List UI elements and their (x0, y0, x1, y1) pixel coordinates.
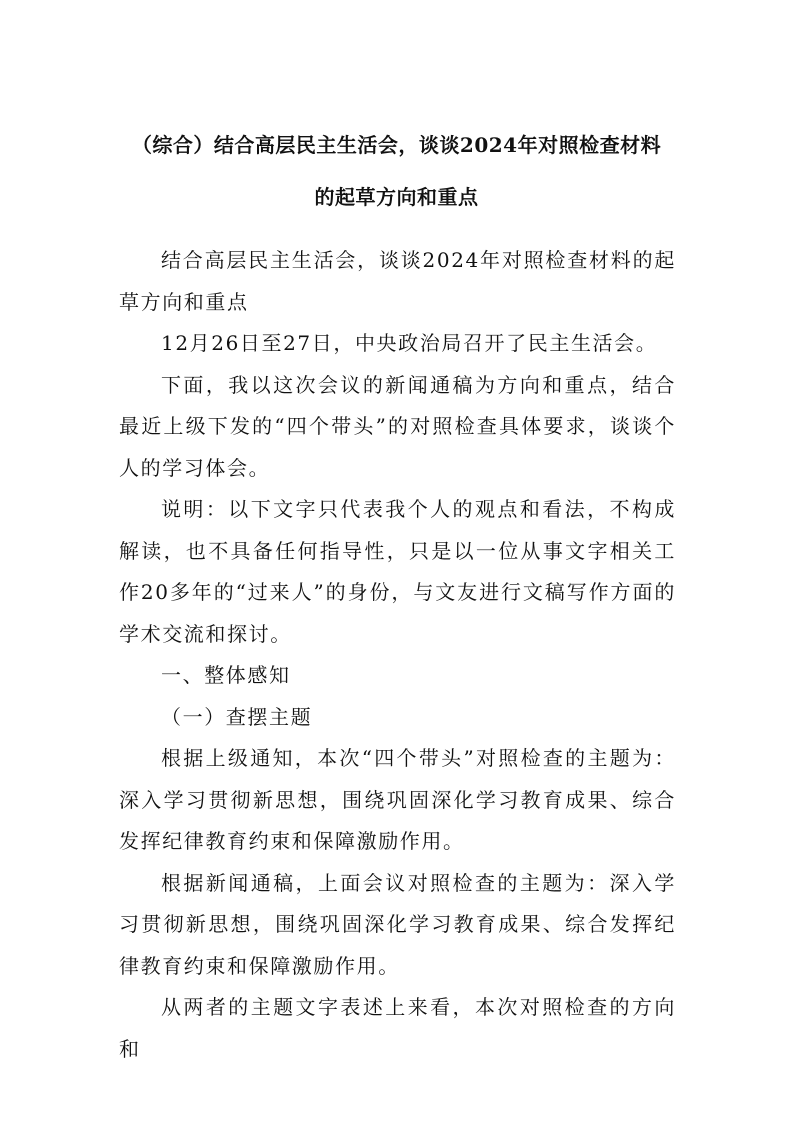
document-title-line-1: （综合）结合高层民主生活会，谈谈2024年对照检查材料 (131, 133, 662, 157)
document-title-line-2: 的起草方向和重点 (314, 185, 479, 209)
body-paragraph: 从两者的主题文字表述上来看，本次对照检查的方向和 (119, 995, 676, 1061)
subsection-heading: （一）查摆主题 (161, 704, 313, 729)
body-paragraph: 12月26日至27日，中央政治局召开了民主生活会。 (161, 331, 658, 355)
body-paragraph: 根据新闻通稿，上面会议对照检查的主题为：深入学习贯彻新思想，围绕巩固深化学习教育成果、综合发挥纪律教育约束和保障激励作用。 (119, 870, 676, 978)
body-paragraph: 说明：以下文字只代表我个人的观点和看法，不构成解读，也不具备任何指导性，只是以一位从事文字相关工作20多年的“过来人”的身份，与文友进行文稿写作方面的学术交流和探讨。 (119, 497, 676, 646)
document-body (119, 240, 676, 1070)
body-paragraph: 结合高层民主生活会，谈谈2024年对照检查材料的起草方向和重点 (119, 248, 676, 314)
body-paragraph: 根据上级通知，本次“四个带头”对照检查的主题为：深入学习贯彻新思想，围绕巩固深化学习教育成果、综合发挥纪律教育约束和保障激励作用。 (119, 746, 676, 853)
section-heading: 一、整体感知 (161, 663, 291, 687)
body-paragraph: 下面，我以这次会议的新闻通稿为方向和重点，结合最近上级下发的“四个带头”的对照检查具体要求，谈谈个人的学习体会。 (119, 372, 676, 480)
